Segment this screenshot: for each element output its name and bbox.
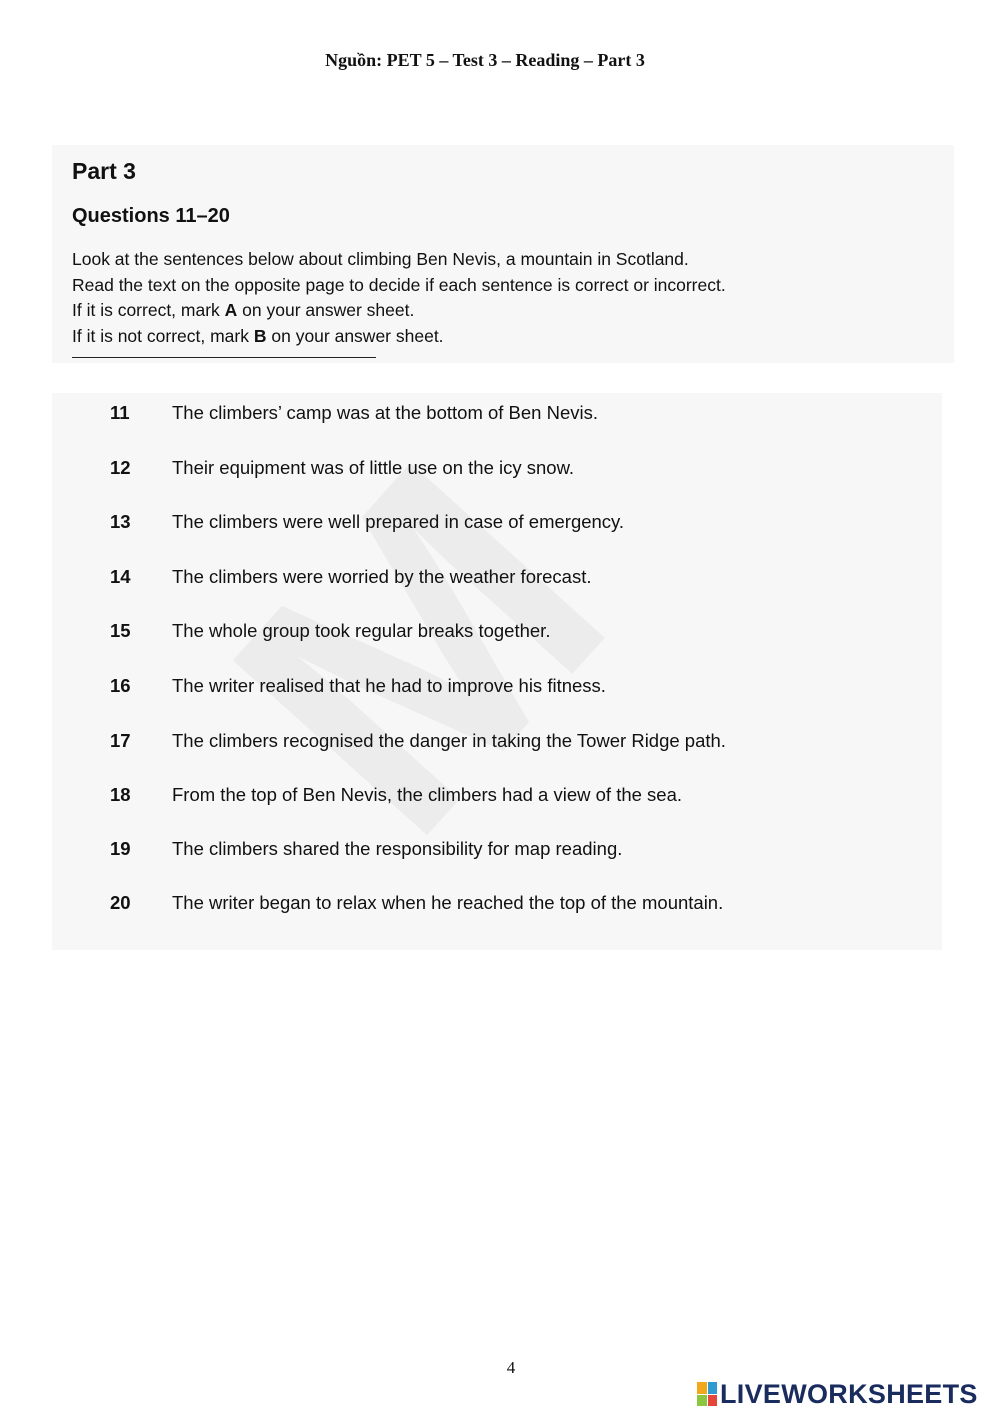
question-text: The writer began to relax when he reached the top of the mountain. [172, 892, 724, 913]
question-text: Their equipment was of little use on the icy snow. [172, 457, 575, 478]
brand-logo[interactable] [697, 1378, 978, 1410]
question-number: 18 [110, 784, 131, 805]
question-text: The climbers were worried by the weather forecast. [172, 566, 592, 587]
question-item [110, 398, 598, 428]
question-item [110, 888, 723, 918]
page-number: 4 [506, 1358, 516, 1377]
question-text: The climbers shared the responsibility for map reading. [172, 838, 623, 859]
question-item [110, 834, 622, 864]
logo-square-3 [697, 1395, 707, 1407]
question-item [110, 671, 606, 701]
question-text: The climbers were well prepared in case of emergency. [172, 511, 625, 532]
question-number: 12 [110, 457, 131, 478]
instruction-line-1: Look at the sentences below about climbing Ben Nevis, a mountain in Scotland. [72, 249, 689, 269]
question-number: 15 [110, 620, 131, 641]
source-line: Nguồn: PET 5 – Test 3 – Reading – Part 3 [325, 50, 645, 70]
question-text: The climbers recognised the danger in taking the Tower Ridge path. [172, 730, 726, 751]
divider [72, 357, 376, 358]
question-item [110, 453, 574, 483]
question-item [110, 507, 624, 537]
instruction-line-4-end: on your answer sheet. [266, 325, 444, 346]
question-number: 16 [110, 675, 131, 696]
logo-square-1 [697, 1382, 707, 1394]
question-number: 14 [110, 566, 131, 587]
instruction-line-3-end: on your answer sheet. [237, 300, 415, 320]
logo-square-4 [708, 1395, 718, 1407]
question-item [110, 562, 592, 592]
instruction-line-4 [72, 324, 952, 350]
question-number: 13 [110, 511, 131, 532]
question-number: 11 [110, 402, 130, 423]
instruction-line-3-start: If it is correct, mark [72, 300, 225, 320]
questions-range: Questions 11–20 [72, 205, 230, 227]
question-text: The climbers’ camp was at the bottom of Ben Nevis. [172, 402, 599, 423]
question-number: 20 [110, 892, 131, 913]
logo-square-2 [708, 1382, 718, 1394]
instruction-line-2: Read the text on the opposite page to decide if each sentence is correct or incorrect. [72, 274, 726, 295]
question-number: 17 [110, 730, 131, 751]
answer-b-label: B [253, 325, 267, 346]
instruction-line-3 [72, 298, 952, 324]
part-title: Part 3 [72, 158, 136, 184]
question-text: From the top of Ben Nevis, the climbers had a view of the sea. [172, 784, 683, 805]
brand-text: LIVEWORKSHEETS [720, 1378, 978, 1409]
instructions [72, 247, 952, 349]
liveworksheets-logo-icon [697, 1382, 717, 1406]
question-text: The writer realised that he had to improve his fitness. [172, 675, 606, 696]
question-item [110, 780, 682, 810]
question-text: The whole group took regular breaks together. [172, 620, 551, 641]
question-item [110, 726, 726, 756]
question-item [110, 616, 550, 646]
question-number: 19 [110, 838, 131, 859]
answer-a-label: A [224, 300, 238, 320]
instruction-line-4-start: If it is not correct, mark [72, 325, 254, 346]
